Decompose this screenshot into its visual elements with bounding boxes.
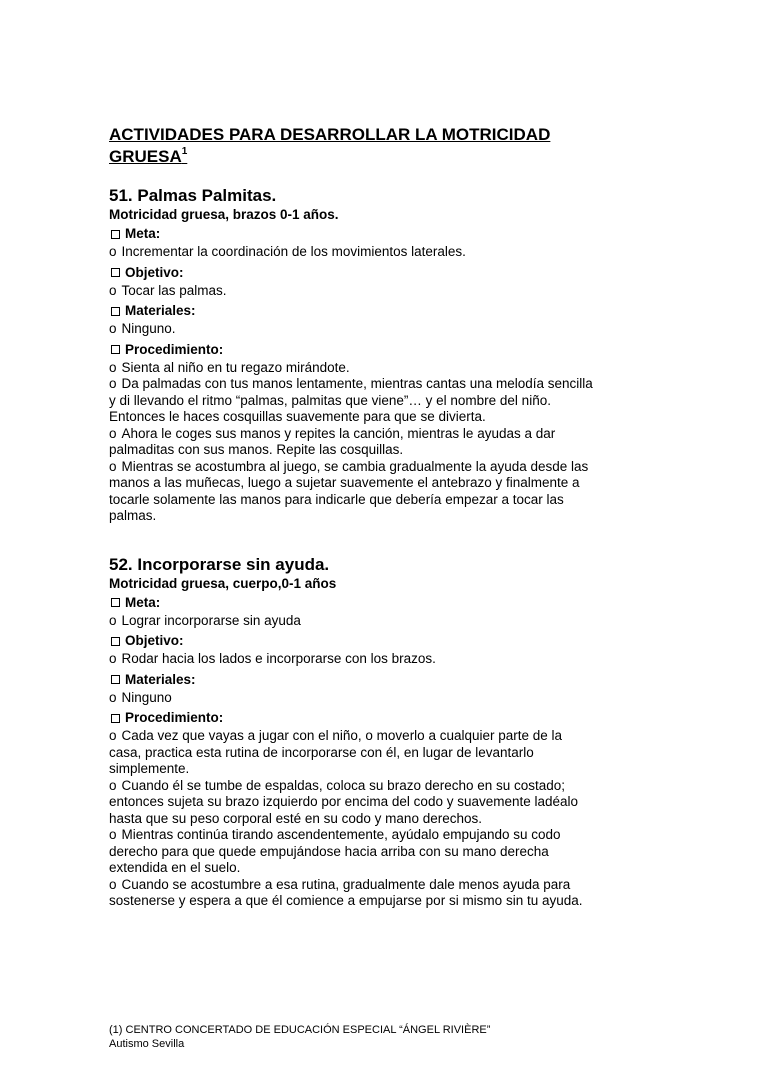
- activity-subtitle: Motricidad gruesa, cuerpo,0-1 años: [109, 575, 337, 591]
- activity-title: 52. Incorporarse sin ayuda.: [109, 554, 330, 574]
- page-footer: [109, 1023, 629, 1051]
- square-bullet-icon: [111, 675, 120, 684]
- circle-bullet-icon: o: [109, 458, 117, 474]
- section-objetivo: Objetivo:: [109, 263, 594, 283]
- circle-bullet-icon: o: [109, 321, 117, 336]
- procedimiento-step: o Cuando él se tumbe de espaldas, coloca su brazo derecho en su costado; entonces sujeta su brazo izquierdo por encima del codo y suavemente ladéalo hasta que su peso corporal esté en su codo y mano derechos.: [109, 777, 579, 826]
- square-bullet-icon: [111, 230, 120, 239]
- procedimiento-step: o Mientras se acostumbra al juego, se cambia gradualmente la ayuda desde las manos a las muñecas, luego a sujetar suavemente el antebrazo y finalmente a tocarle solamente las manos para indicarle que debería empezar a tocar las palmas.: [109, 458, 589, 523]
- circle-bullet-icon: o: [109, 689, 117, 705]
- meta-item: o Incrementar la coordinación de los movimientos laterales.: [109, 244, 466, 259]
- section-objetivo: Objetivo:: [109, 631, 594, 651]
- circle-bullet-icon: o: [109, 827, 117, 842]
- circle-bullet-icon: o: [109, 651, 117, 666]
- document-page: [109, 124, 594, 910]
- square-bullet-icon: [111, 714, 120, 723]
- circle-bullet-icon: o: [109, 728, 117, 743]
- section-materiales: Materiales:: [109, 670, 594, 690]
- square-bullet-icon: [111, 268, 120, 277]
- square-bullet-icon: [111, 637, 120, 646]
- footnote-marker: 1: [181, 146, 188, 157]
- objetivo-item: o Tocar las palmas.: [109, 282, 227, 298]
- circle-bullet-icon: o: [109, 244, 117, 259]
- circle-bullet-icon: o: [109, 876, 117, 892]
- procedimiento-step: o Sienta al niño en tu regazo mirándote.: [109, 359, 350, 375]
- section-meta: Meta:: [109, 593, 594, 613]
- circle-bullet-icon: o: [109, 425, 117, 441]
- materiales-item: o Ninguno.: [109, 321, 176, 336]
- procedimiento-step: o Cuando se acostumbre a esa rutina, gradualmente dale menos ayuda para sostenerse y espera a que él comience a empujarse por si mismo sin tu ayuda.: [109, 876, 583, 908]
- footnote-subtext: Autismo Sevilla: [109, 1038, 185, 1050]
- materiales-item: o Ninguno: [109, 689, 172, 705]
- activity-title: 51. Palmas Palmitas.: [109, 186, 277, 205]
- circle-bullet-icon: o: [109, 376, 117, 391]
- procedimiento-step: o Ahora le coges sus manos y repites la canción, mientras le ayudas a dar palmaditas con sus manos. Repite las cosquillas.: [109, 425, 556, 457]
- section-meta: Meta:: [109, 224, 594, 244]
- footnote-text: (1) CENTRO CONCERTADO DE EDUCACIÓN ESPECIAL “ÁNGEL RIVIÈRE”: [109, 1024, 491, 1036]
- circle-bullet-icon: o: [109, 282, 117, 298]
- square-bullet-icon: [111, 345, 120, 354]
- activity-51: [109, 186, 594, 525]
- procedimiento-step: o Mientras continúa tirando ascendentemente, ayúdalo empujando su codo derecho para que quede empujándose hacia arriba con su mano derecha extendida en el suelo.: [109, 827, 561, 875]
- meta-item: o Lograr incorporarse sin ayuda: [109, 612, 301, 628]
- square-bullet-icon: [111, 598, 120, 607]
- circle-bullet-icon: o: [109, 777, 117, 793]
- activity-subtitle: Motricidad gruesa, brazos 0-1 años.: [109, 207, 339, 222]
- section-procedimiento: Procedimiento:: [109, 708, 594, 728]
- procedimiento-step: o Da palmadas con tus manos lentamente, mientras cantas una melodía sencilla y di llevando el ritmo “palmas, palmitas que viene”… y el nombre del niño. Entonces le haces cosquillas suavemente para que se divierta.: [109, 376, 593, 424]
- objetivo-item: o Rodar hacia los lados e incorporarse con los brazos.: [109, 651, 436, 666]
- circle-bullet-icon: o: [109, 359, 117, 375]
- section-procedimiento: Procedimiento:: [109, 340, 594, 360]
- section-materiales: Materiales:: [109, 301, 594, 321]
- procedimiento-step: o Cada vez que vayas a jugar con el niño, o moverlo a cualquier parte de la casa, practica esta rutina de incorporarse con él, en lugar de levantarlo simplemente.: [109, 728, 563, 776]
- document-title: ACTIVIDADES PARA DESARROLLAR LA MOTRICIDAD GRUESA$^1$: [109, 125, 551, 166]
- square-bullet-icon: [111, 307, 120, 316]
- circle-bullet-icon: o: [109, 612, 117, 628]
- activity-52: [109, 555, 594, 910]
